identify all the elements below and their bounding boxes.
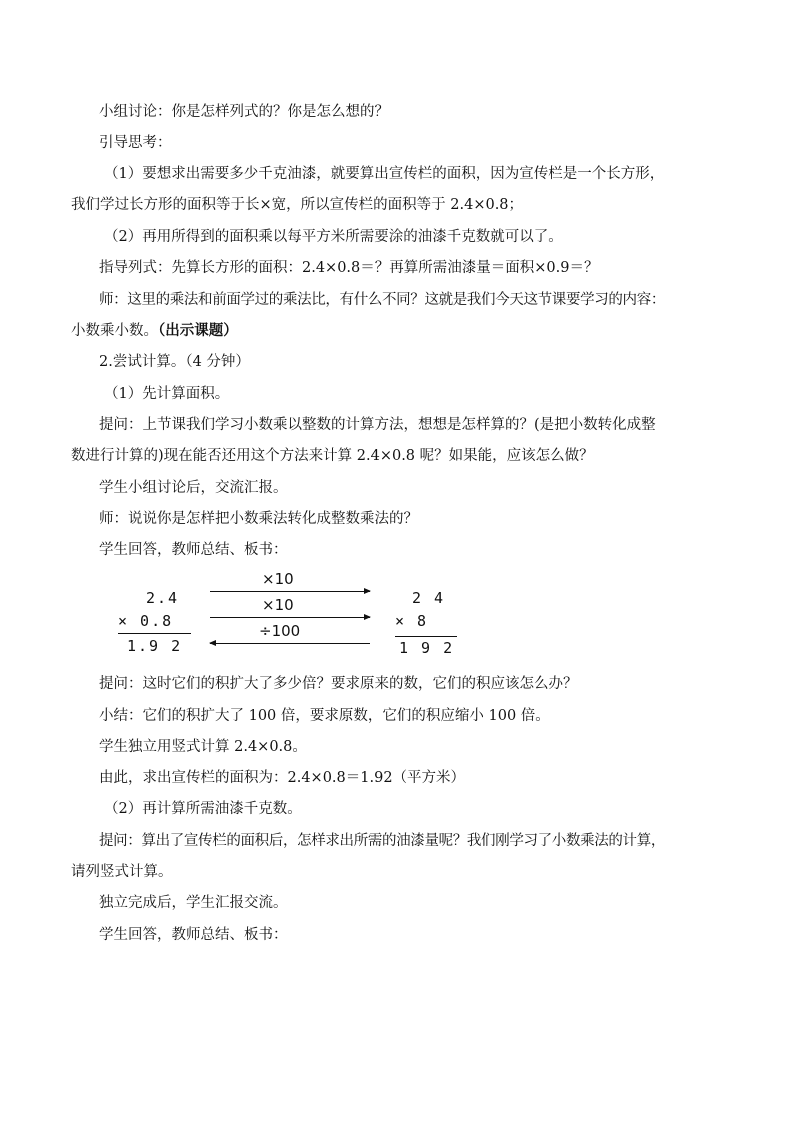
text-line: 学生独立用竖式计算 2.4×0.8。 bbox=[99, 739, 307, 755]
text-line: 学生回答，教师总结、板书： bbox=[99, 927, 288, 943]
arrow-right-icon bbox=[210, 617, 370, 618]
text-line: 数进行计算的)现在能否还用这个方法来计算 2.4×0.8 呢？如果能，应该怎么做？ bbox=[71, 448, 594, 464]
lesson-title-note: （出示课题） bbox=[158, 322, 238, 339]
text-line: 由此，求出宣传栏的面积为：2.4×0.8＝1.92（平方米） bbox=[99, 770, 466, 786]
text-line: 我们学过长方形的面积等于长×宽，所以宣传栏的面积等于 2.4×0.8； bbox=[71, 197, 524, 213]
right-result: 1 9 2 bbox=[399, 639, 455, 657]
text-line: 提问：这时它们的积扩大了多少倍？要求原来的数，它们的积应该怎么办？ bbox=[99, 676, 578, 692]
text-line: 引导思考： bbox=[99, 135, 172, 151]
right-multiplicand: 2 4 bbox=[412, 589, 446, 607]
text-line: 学生回答，教师总结、板书： bbox=[99, 542, 288, 558]
section-heading: 2.尝试计算。（4 分钟） bbox=[99, 354, 250, 370]
text-line: 请列竖式计算。 bbox=[71, 864, 173, 880]
text-line: 师：说说你是怎样把小数乘法转化成整数乘法的？ bbox=[99, 511, 418, 527]
arrow-right-icon bbox=[210, 591, 370, 592]
left-multiplier: × 0.8 bbox=[118, 612, 174, 630]
text-line: 小组讨论：你是怎样列式的？你是怎么想的？ bbox=[99, 104, 389, 120]
right-multiplier: × 8 bbox=[395, 612, 429, 630]
left-result: 1.9 2 bbox=[127, 637, 183, 655]
left-multiplicand: 2.4 bbox=[146, 589, 180, 607]
arrow-1-label: ×10 bbox=[262, 570, 294, 588]
text-line: 独立完成后，学生汇报交流。 bbox=[99, 895, 288, 911]
right-result-rule bbox=[395, 636, 457, 637]
text-line: （1）要想求出需要多少千克油漆，就要算出宣传栏的面积，因为宣传栏是一个长方形， bbox=[104, 166, 665, 182]
text-line bbox=[71, 321, 238, 341]
text-line: 小结：它们的积扩大了 100 倍，要求原数，它们的积应缩小 100 倍。 bbox=[99, 708, 550, 724]
text-line: 提问：算出了宣传栏的面积后，怎样求出所需的油漆量呢？我们刚学习了小数乘法的计算， bbox=[99, 833, 665, 849]
text-line: 提问：上节课我们学习小数乘以整数的计算方法，想想是怎样算的？(是把小数转化成整 bbox=[99, 417, 656, 433]
text-line: （2）再用所得到的面积乘以每平方米所需要涂的油漆千克数就可以了。 bbox=[104, 229, 563, 245]
text-line: 学生小组讨论后，交流汇报。 bbox=[99, 480, 288, 496]
arrow-2-label: ×10 bbox=[262, 596, 294, 614]
lesson-title: 小数乘小数。 bbox=[71, 323, 158, 339]
text-line: （2）再计算所需油漆千克数。 bbox=[104, 801, 302, 817]
arrow-left-icon bbox=[210, 643, 370, 644]
text-line: 指导列式：先算长方形的面积：2.4×0.8＝？再算所需油漆量＝面积×0.9＝？ bbox=[99, 260, 599, 276]
left-result-rule bbox=[118, 633, 191, 634]
arrow-3-label: ÷100 bbox=[259, 622, 301, 640]
text-line: 师：这里的乘法和前面学过的乘法比，有什么不同？这就是我们今天这节课要学习的内容： bbox=[99, 292, 665, 308]
text-line: （1）先计算面积。 bbox=[104, 386, 230, 402]
